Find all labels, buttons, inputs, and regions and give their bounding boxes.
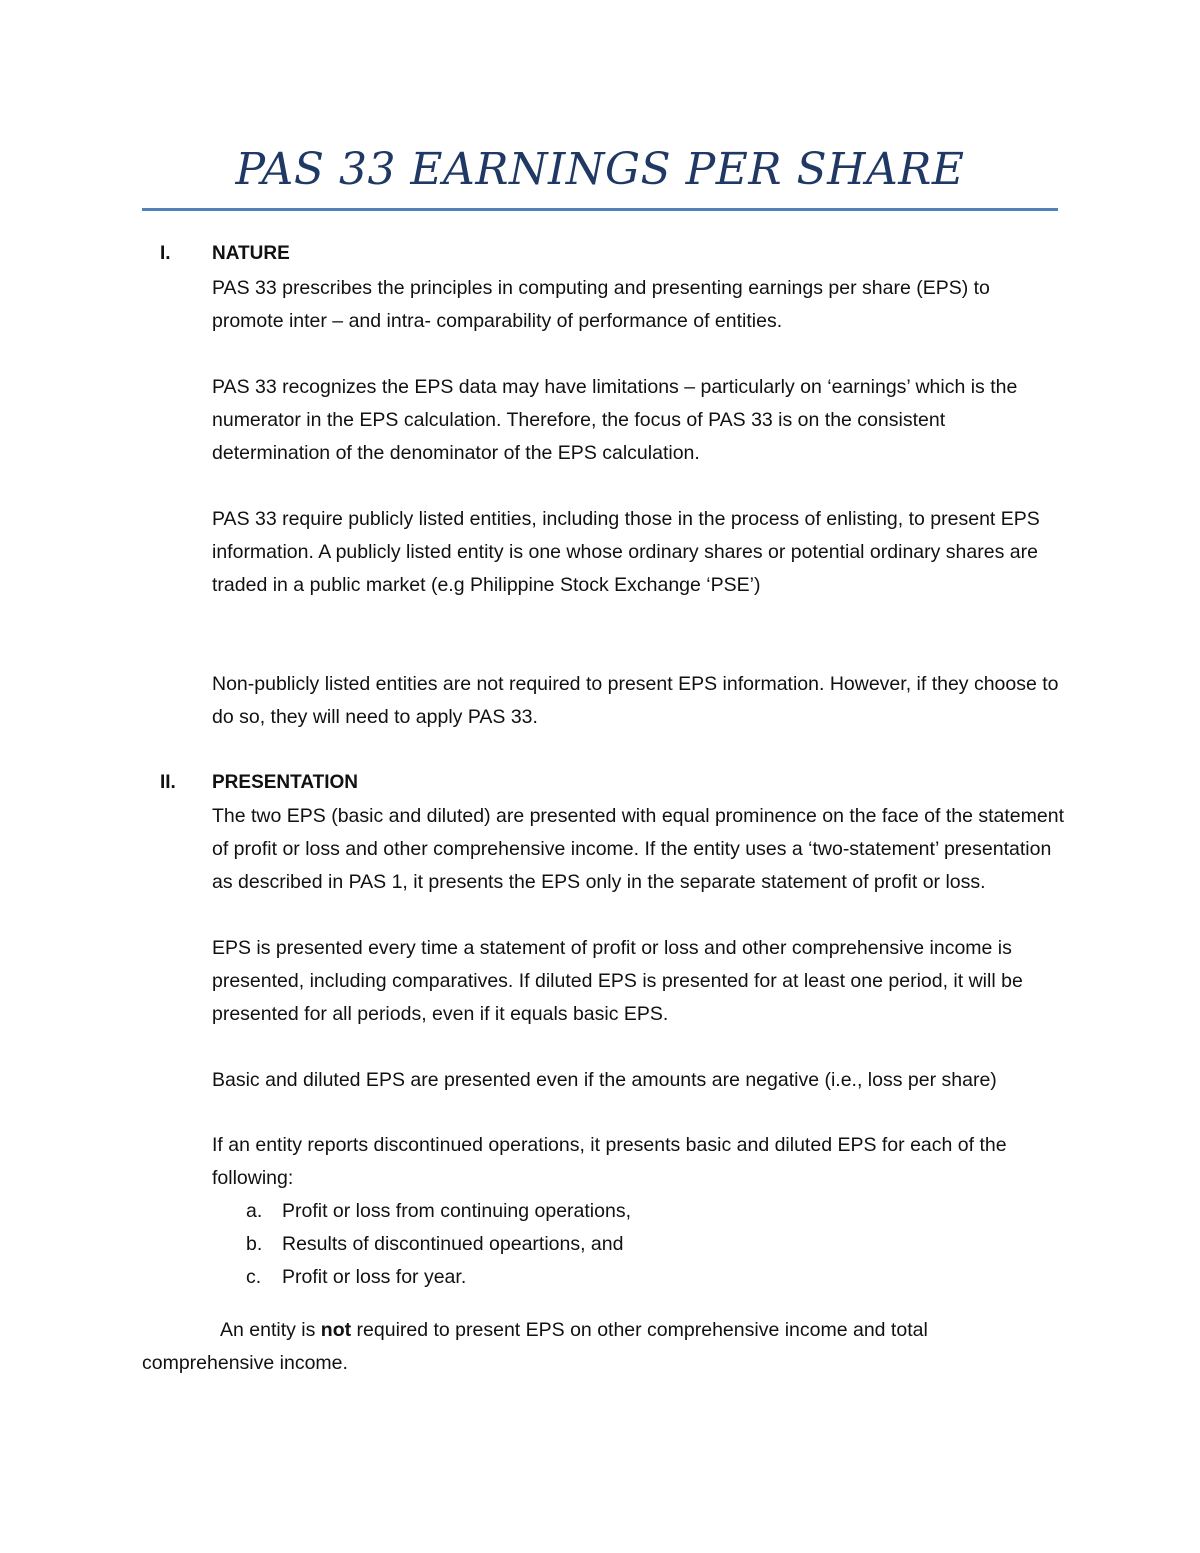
nature-paragraph-1: PAS 33 prescribes the principles in computing and presenting earnings per share (EPS) to promote inter – and intra- comparability of performance of entities.: [212, 277, 990, 332]
closing-text-before: An entity is: [220, 1319, 321, 1341]
title-divider: [142, 208, 1058, 211]
closing-emphasis: not: [320, 1319, 352, 1341]
presentation-paragraph-2: EPS is presented every time a statement of profit or loss and other comprehensive income is presented, including comparatives. If diluted EPS is presented for at least one period, it will be presented for all periods, even if it equals basic EPS.: [212, 937, 1023, 1025]
list-letter: a.: [246, 1200, 263, 1222]
section-numeral: II.: [160, 772, 176, 793]
closing-paragraph: [142, 1314, 1062, 1380]
nature-paragraph-2: PAS 33 recognizes the EPS data may have limitations – particularly on ‘earnings’ which is the numerator in the EPS calculation. Therefore, the focus of PAS 33 is on the consistent determination of the denominator of the EPS calculation.: [212, 376, 1018, 464]
list-letter: b.: [246, 1233, 263, 1255]
closing-text-after: required to present EPS on other comprehensive income and total comprehensive income.: [142, 1319, 928, 1374]
presentation-paragraph-3: Basic and diluted EPS are presented even if the amounts are negative (i.e., loss per share): [212, 1069, 997, 1091]
presentation-paragraph-4: If an entity reports discontinued operations, it presents basic and diluted EPS for each of the following:: [212, 1134, 1007, 1189]
presentation-paragraph-1: The two EPS (basic and diluted) are presented with equal prominence on the face of the statement of profit or loss and other comprehensive income. If the entity uses a ‘two-statement’ presentation as described in PAS 1, it presents the EPS only in the separate statement of profit or loss.: [212, 805, 1065, 893]
list-text: Profit or loss from continuing operations,: [282, 1200, 632, 1222]
document-title: PAS 33 EARNINGS PER SHARE: [235, 144, 965, 195]
section-heading-label: NATURE: [212, 243, 290, 264]
list-text: Results of discontinued opeartions, and: [282, 1233, 624, 1255]
nature-paragraph-4: Non-publicly listed entities are not required to present EPS information. However, if they choose to do so, they will need to apply PAS 33.: [212, 673, 1059, 728]
list-letter: c.: [246, 1266, 262, 1288]
section-heading-label: PRESENTATION: [212, 772, 359, 793]
nature-paragraph-3: PAS 33 require publicly listed entities, including those in the process of enlisting, to present EPS information. A publicly listed entity is one whose ordinary shares or potential ordinary shares are traded in a public market (e.g Philippine Stock Exchange ‘PSE’): [212, 508, 1040, 596]
section-numeral: I.: [160, 243, 171, 264]
list-text: Profit or loss for year.: [282, 1266, 467, 1288]
